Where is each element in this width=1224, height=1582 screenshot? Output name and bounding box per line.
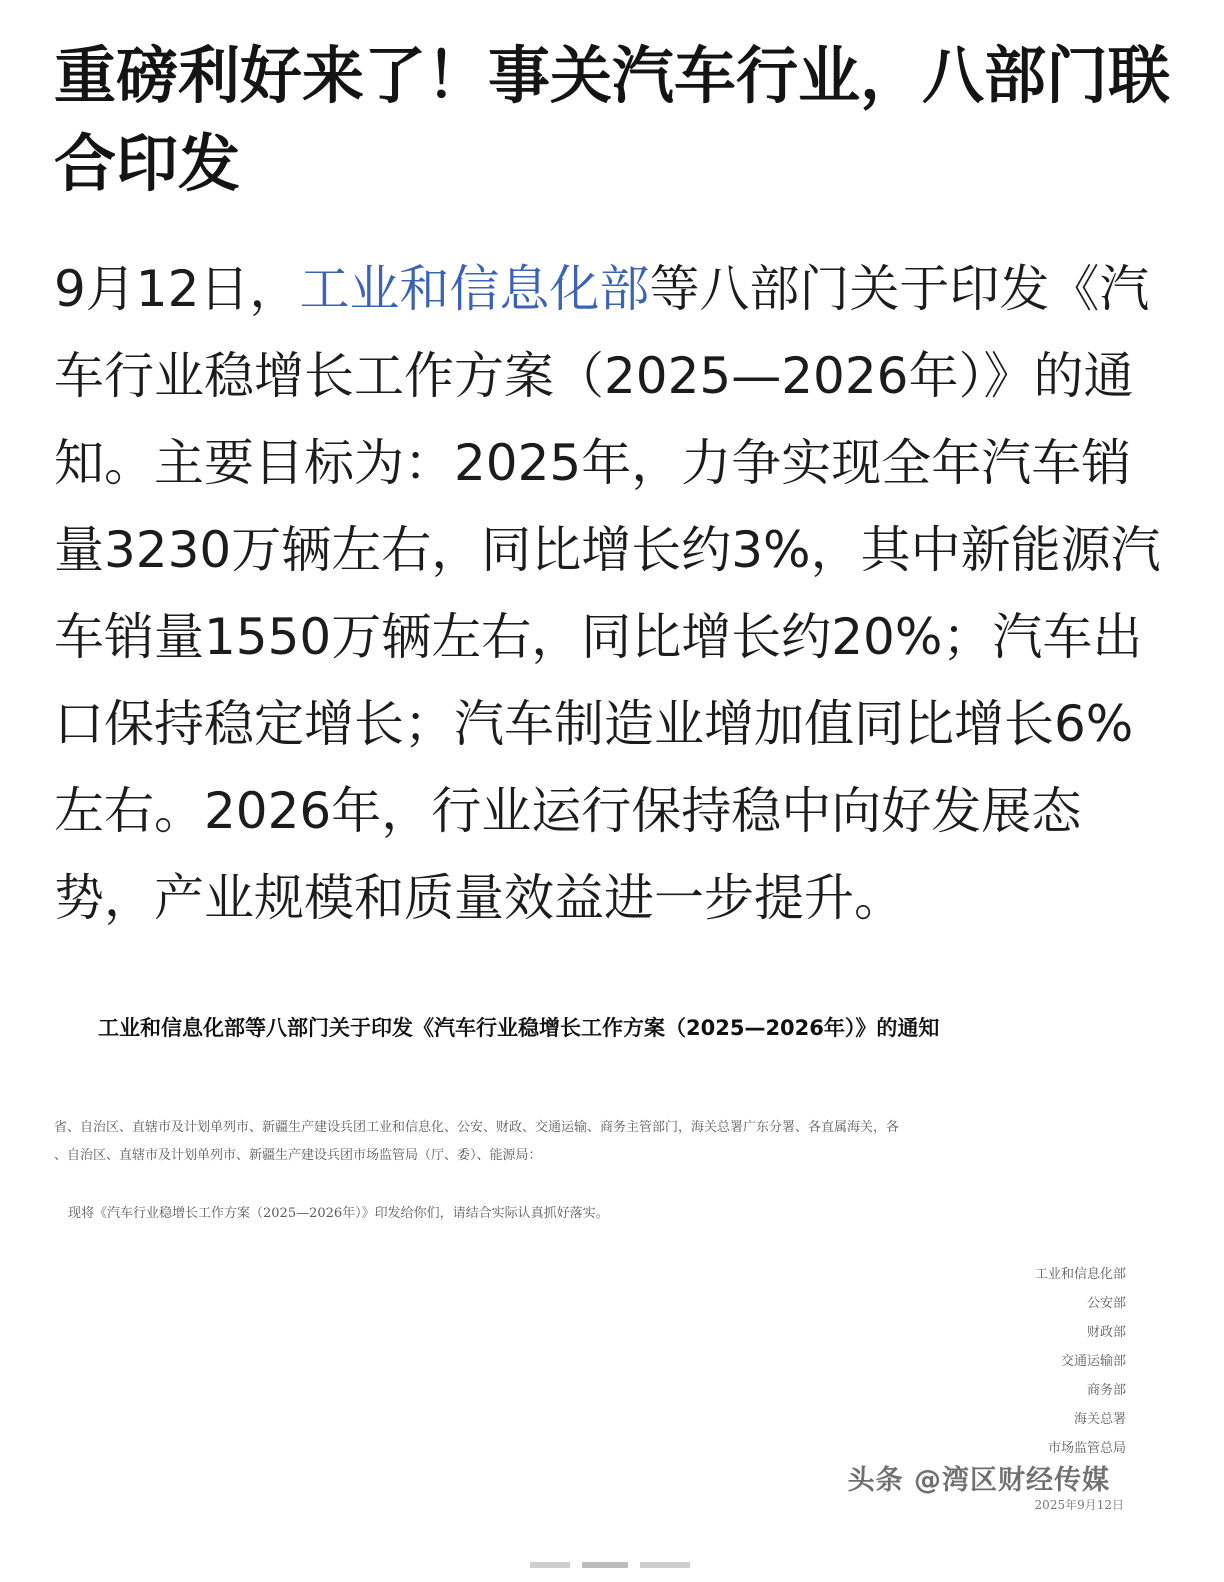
body-text-rest: 等八部门关于印发《汽车行业稳增长工作方案（2025—2026年）》的通知。主要目标为：2025年，力争实现全年汽车销量3230万辆左右，同比增长约3%，其中新能源汽车销量1550万辆左右，同比增长约20%；汽车出口保持稳定增长；汽车制造业增加值同比增长6%左右。2026年，行业运行保持稳中向好发展态势，产业规模和质量效益进一步提升。 [54, 260, 1161, 927]
recipients-line-1: 省、自治区、直辖市及计划单列市、新疆生产建设兵团工业和信息化、公安、财政、交通运输、商务主管部门，海关总署广东分署、各直属海关，各 [54, 1120, 900, 1135]
document-recipients [54, 1114, 1164, 1170]
signatory: 海关总署 [1073, 1412, 1126, 1427]
body-date-prefix: 9月12日， [54, 260, 300, 318]
document-signatories [826, 1260, 1126, 1463]
article-headline: 重磅利好来了！事关汽车行业，八部门联合印发 [54, 39, 1171, 200]
signatory: 交通运输部 [1060, 1354, 1126, 1369]
document-title: 工业和信息化部等八部门关于印发《汽车行业稳增长工作方案（2025—2026年）》的通知 [98, 1016, 940, 1040]
signatory: 工业和信息化部 [1034, 1267, 1126, 1282]
source-watermark: 头条 @湾区财经传媒 [847, 1465, 1110, 1496]
signatory: 商务部 [1086, 1383, 1126, 1398]
miit-link[interactable]: 工业和信息化部 [299, 260, 650, 318]
document-notice: 现将《汽车行业稳增长工作方案（2025—2026年）》印发给你们，请结合实际认真抓好落实。 [68, 1206, 609, 1221]
article-body [54, 246, 1174, 942]
document-date: 2025年9月12日 [1034, 1498, 1124, 1512]
signatory: 财政部 [1086, 1325, 1126, 1340]
cropped-text-fragment [530, 1562, 710, 1582]
signatory: 市场监管总局 [1047, 1441, 1126, 1456]
signatory: 公安部 [1086, 1296, 1126, 1311]
recipients-line-2: 、自治区、直辖市及计划单列市、新疆生产建设兵团市场监管局（厅、委）、能源局： [54, 1148, 542, 1163]
official-document-image[interactable] [40, 990, 1184, 1582]
